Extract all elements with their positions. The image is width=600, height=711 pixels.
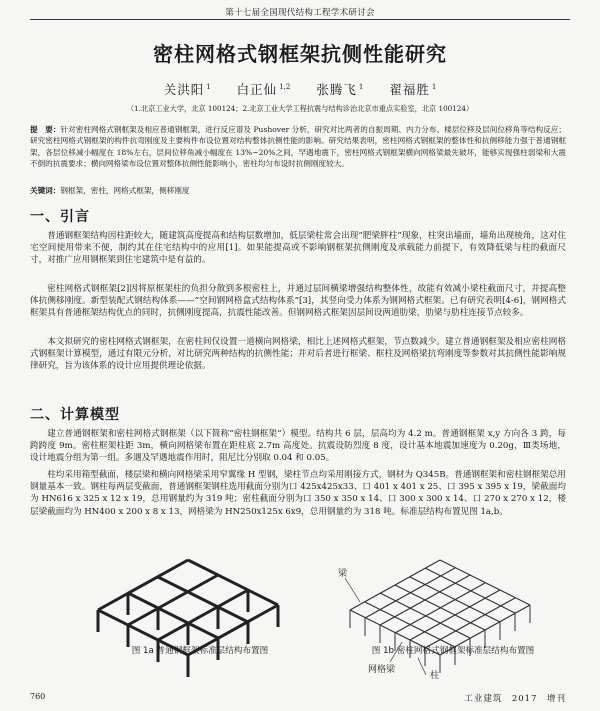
affiliation: （1.北京工业大学，北京 100124；2.北京工业大学工程抗震与结构诊治北京市重点实验室，北京 100124） [126, 104, 474, 113]
section-heading-intro: 一、引言 [30, 209, 90, 225]
page-number: 760 [30, 692, 46, 701]
intro-paragraph: 本文拟研究的密柱网格式钢框架，在密柱间仅设置一道横向网格梁，相比上述网格式框架，节点数减少。建立普通钢框架及相应密柱网格式钢框架计算模型，通过有限元分析，对比研究两种结构的抗侧性能；并对后者进行框梁、框柱及网格梁抗弯刚度等参数对其抗侧性能影响规律研究，旨为该体系的设计应用提供理论依据。 [30, 337, 566, 372]
author: 白正仙 $^{1,2}$ [236, 82, 291, 97]
figure-1b [330, 540, 550, 680]
keywords [30, 185, 566, 196]
label-beam: 梁 [338, 569, 348, 579]
keywords-label: 关键词： [30, 186, 61, 195]
model-paragraph: 柱均采用箱型截面，楼层梁和横向网格梁采用窄翼缘 H 型钢，梁柱节点均采用刚接方式，钢材为 Q345B。普通钢框架和密柱钢框架总用钢量基本一致。钢柱每两层变截面，普通钢框架钢柱选用截面分别为口 425x425x33、口 401 x 401 x 25、口 395 x 395 x 19，梁截面均为 HN616 x 325 x 12 x 19，总用钢量约为 319 吨；密柱截面分别为口 350 x 350 x 14、口 300 x 300 x 14、口 270 x 270 x 12，楼层梁截面均为 HN400 x 200 x 8 x 13，网格梁为 HN250x125x 6x9，总用钢量约为 318 吨。标准层结构布置见图 1a,b。 [30, 470, 566, 517]
figure-1a-caption: 图 1a 普通钢框架标准层结构布置图 [131, 646, 269, 656]
abstract-label: 提 要： [30, 125, 61, 134]
running-head: 第十七届全国现代结构工程学术研讨会 [225, 8, 375, 18]
journal-info: 工业建筑 2017 增刊 [464, 694, 566, 704]
section-heading-model: 二、计算模型 [30, 407, 120, 423]
label-grid-beam: 网格梁 [368, 665, 396, 675]
header-rule [30, 19, 570, 20]
author-list [0, 80, 600, 98]
intro-paragraph: 密柱网格式钢框架[2]因将原框架柱的负担分散到多根密柱上，并通过层间横梁增强结构整体性，故能有效减小梁柱截面尺寸，并提高整体抗侧移刚度。新型装配式钢结构体系——“空间钢网格盒式结构体系”[3]，其竖向受力体系为钢网格式框架。已有研究表明[4-6]，钢网格式框架具有普通框架结构优点的同时，抗侧刚度提高，抗震性能改善。但钢网格式框架因层间设两道肋梁，肋梁与肋柱连接节点较多。 [30, 284, 566, 319]
abstract [30, 124, 566, 169]
figure-1b-drawing [330, 540, 570, 680]
author: 关洪阳 $^1$ [163, 82, 211, 97]
author: 张腾飞 $^1$ [316, 82, 364, 97]
figure-1a-drawing [78, 540, 298, 680]
figure-1a [78, 540, 298, 680]
abstract-text: 针对密柱网格式钢框架及相应普通钢框架，进行反应谱及 Pushover 分析，研究对比两者的自振周期、内力分布、楼层位移及层间位移角等结构反应；研究密柱网格式钢框架的构件抗弯刚度及主要构件布设位置对结构整体抗侧性能的影响。研究结果表明，密柱网格式钢框架的整体性和抗侧移能力强于普通钢框架，各层位移减小幅度在 18%左右，层间位移角减小幅度在 13%~20%之间，罕遇地震下，密柱网格式钢框架横向网格梁最先破坏，能够实现强柱弱梁和大震不倒的抗震要求；横向网格梁布设位置对整体抗侧性能影响小，密柱均匀布设时抗侧刚度较大。 [30, 125, 566, 168]
figure-1b-caption: 图 1b 密柱网格式钢框架标准层结构布置图 [371, 646, 535, 656]
label-column: 柱 [430, 671, 440, 680]
keywords-text: 钢框架，密柱，网格式框架，侧移刚度 [60, 186, 190, 195]
author: 翟福胜 $^1$ [389, 82, 437, 97]
paper-title: 密柱网格式钢框架抗侧性能研究 [153, 42, 447, 66]
model-paragraph: 建立普通钢框架和密柱网格式钢框架（以下简称“密柱钢框架”）模型。结构共 6 层，层高均为 4.2 m。普通钢框架 x,y 方向各 3 跨，每跨跨度 9m。密柱框架柱距 3m，横向网格梁布置在距柱底 2.7m 高度处。抗震设防烈度 8 度，设计基本地震加速度为 0.20g，Ⅲ类场地，设计地震分组为第一组。多遇及罕遇地震作用时，阻尼比分别取 0.04 和 0.05。 [30, 429, 566, 464]
intro-paragraph: 普通钢框架结构因柱距较大，随建筑高度提高和结构层数增加，低层梁柱常会出现“肥梁胖柱”现象，柱突出墙面，墙角出现棱角，这对住宅空间使用带来不便，制约其在住宅结构中的应用[1]。如果能提高或不影响钢框架抗侧刚度及承载能力前提下，有效降低梁与柱的截面尺寸，对推广应用钢框架到住宅建筑中是有益的。 [30, 231, 566, 266]
